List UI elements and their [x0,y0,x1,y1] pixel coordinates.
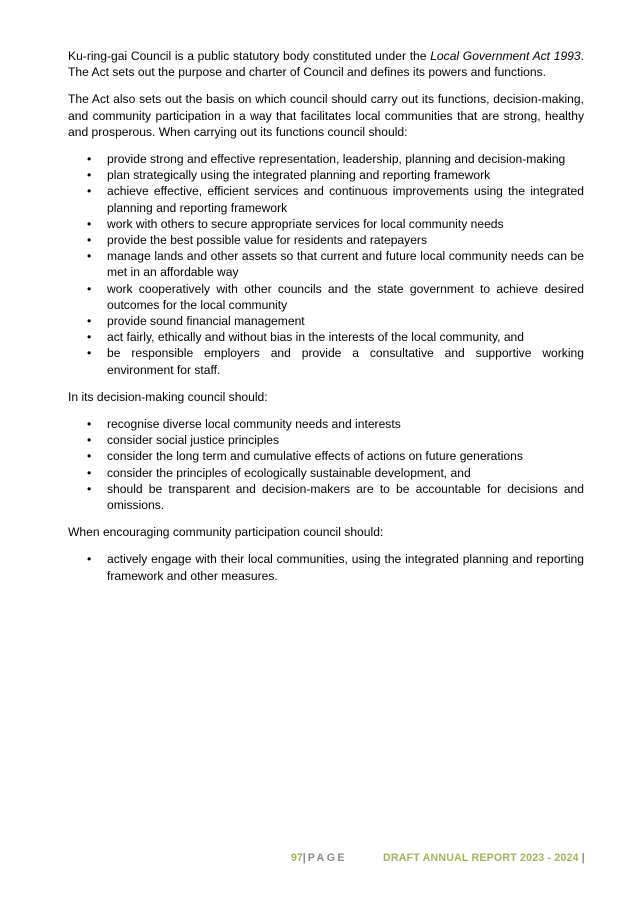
list-item [68,183,584,215]
page-body [68,48,584,595]
functions-list [68,151,584,378]
list-item-text: should be transparent and decision-makers are to be accountable for decisions and omissions. [107,481,584,513]
bullet-icon: • [87,465,92,480]
list-item [68,345,584,377]
bullet-icon: • [87,552,92,567]
bullet-icon: • [87,314,92,329]
bullet-icon: • [87,281,92,296]
list-item [68,481,584,513]
list-item [68,216,584,232]
list-item [68,551,584,583]
list-item-text: consider social justice principles [107,433,280,448]
list-item-text: work with others to secure appropriate services for local community needs [107,216,504,231]
bullet-icon: • [87,433,92,448]
bullet-icon: • [87,449,92,464]
page-separator: | [302,852,306,864]
list-item-text: actively engage with their local communities, using the integrated planning and reporting framework and other measures. [107,552,584,583]
list-item-text: provide the best possible value for residents and ratepayers [107,233,428,248]
list-item-text: achieve effective, efficient services and continuous improvements using the integrated planning and reporting framework [107,184,584,215]
intro-paragraph-2: The Act also sets out the basis on which council should carry out its functions, decision-making, and community participation in a way that facilitates local communities that are strong, healthy and prosperous. When carrying out its functions council should: [68,92,584,139]
page-number: 97 [291,852,303,864]
bullet-icon: • [87,330,92,345]
report-title: DRAFT ANNUAL REPORT 2023 - 2024 [383,852,579,864]
list-item-text: work cooperatively with other councils and the state government to achieve desired outcomes for the local community [107,281,584,312]
list-item [68,167,584,183]
list-item [68,313,584,329]
decision-list [68,416,584,513]
bullet-icon: • [87,249,92,264]
list-item [68,248,584,280]
list-item-text: consider the principles of ecologically sustainable development, and [107,465,471,480]
list-item [68,448,584,464]
footer-end-bar: | [581,852,585,864]
list-item-text: provide strong and effective representation, leadership, planning and decision-making [107,152,566,167]
bullet-icon: • [87,152,92,167]
list-item-text: be responsible employers and provide a consultative and supportive working environment for staff. [107,346,584,377]
decision-heading: In its decision-making council should: [68,389,268,404]
bullet-icon: • [87,184,92,199]
report-title-label [383,852,585,864]
bullet-icon: • [87,216,92,231]
list-item-text: consider the long term and cumulative effects of actions on future generations [107,449,523,464]
list-item [68,329,584,345]
list-item-text: recognise diverse local community needs and interests [107,417,401,432]
list-item-text: provide sound financial management [107,314,305,329]
list-item-text: manage lands and other assets so that current and future local community needs can be met in an affordable way [107,249,584,280]
list-item [68,465,584,481]
list-item [68,232,584,248]
page-word: PAGE [307,852,348,864]
list-item [68,281,584,313]
intro-text: Ku-ring-gai Council is a public statutory body constituted under the [68,49,431,63]
intro-paragraph-1 [68,48,584,80]
list-item [68,151,584,167]
bullet-icon: • [87,168,92,183]
participation-list [68,551,584,583]
bullet-icon: • [87,233,92,248]
act-name: Local Government Act 1993 [430,49,581,63]
page-label [291,852,347,864]
list-item [68,432,584,448]
list-item-text: plan strategically using the integrated planning and reporting framework [107,168,491,183]
intro-text-end: . The Act sets out the purpose and charter of Council and defines its powers and functions. [68,49,585,80]
bullet-icon: • [87,481,92,496]
participation-heading: When encouraging community participation council should: [68,525,384,540]
list-item-text: act fairly, ethically and without bias in the interests of the local community, and [107,330,524,345]
bullet-icon: • [87,346,92,361]
bullet-icon: • [87,417,92,432]
list-item [68,416,584,432]
